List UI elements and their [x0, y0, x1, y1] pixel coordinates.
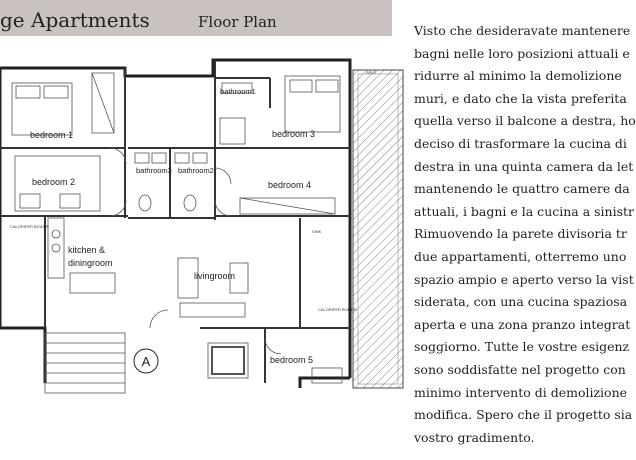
description-line: deciso di trasformare la cucina di — [414, 135, 627, 151]
bedroom5-label: bedroom 5 — [270, 355, 314, 365]
description-line: Visto che desideravate mantenere — [414, 23, 631, 38]
description-line: siderata, con una cucina spaziosa — [414, 294, 628, 310]
description-line: aperta e una zona pranzo integrat — [414, 316, 631, 332]
description-line: sono soddisfatte nel progetto con — [414, 361, 626, 377]
kitchen-fixtures — [48, 218, 115, 293]
description-line: vostro gradimento. — [414, 429, 535, 445]
room-labels — [30, 87, 315, 365]
description-line: destra in una quinta camera da let — [414, 158, 634, 174]
description-line: mantenendo le quattro camere da — [414, 181, 630, 197]
description-line: quella verso il balcone a destra, ho — [414, 113, 636, 129]
description-line: spazio ampio e aperto verso la vist — [414, 271, 634, 287]
bathroom3-label: bathroom3 — [136, 166, 172, 175]
description-line: ridurre al minimo la demolizione — [414, 68, 622, 84]
exterior-walls — [0, 60, 350, 388]
floor-plan — [0, 38, 405, 460]
description-line: minimo intervento di demolizione — [414, 384, 628, 400]
livingroom-furniture — [178, 258, 248, 317]
livingroom-label: livingroom — [194, 271, 236, 281]
balcony — [353, 70, 403, 388]
kitchen-label-line1: kitchen & — [68, 245, 106, 255]
bedroom3-label: bedroom 3 — [272, 129, 316, 139]
interior-walls — [0, 60, 350, 383]
doors — [110, 148, 281, 354]
description-line: modifica. Spero che il progetto sia — [414, 407, 633, 423]
description-line: bagni nelle loro posizioni attuali e — [414, 45, 630, 61]
bedroom1-label: bedroom 1 — [30, 130, 74, 140]
calorifer-left-label: CALORIFER BOILER — [10, 224, 49, 229]
description-line: soggiorno. Tutte le vostre esigenz — [414, 339, 630, 355]
page-title: ge Apartments — [0, 8, 150, 32]
section-marker — [134, 349, 158, 373]
description — [414, 20, 636, 449]
bedroom1-furniture — [12, 73, 114, 135]
description-line: Rimuovendo la parete divisoria tr — [414, 226, 627, 242]
header-band — [0, 0, 392, 36]
bedroom4-furniture — [240, 198, 335, 214]
description-line: muri, e dato che la vista preferita — [414, 90, 627, 106]
description-line: due appartamenti, otterremo uno — [414, 248, 627, 264]
section-marker-label: A — [141, 354, 151, 369]
calorifer-right-label: CALORIFER BOILER — [318, 307, 357, 312]
split-label: SPLIT — [366, 70, 378, 75]
description-line: attuali, i bagni e la cucina a sinistr — [414, 203, 635, 219]
stairs — [45, 333, 125, 393]
sink-label: SINK — [312, 229, 322, 234]
bedroom4-label: bedroom 4 — [268, 180, 312, 190]
plan-subtitle: Floor Plan — [198, 13, 277, 31]
kitchen-label-line2: diningroom — [68, 258, 113, 268]
bedroom2-label: bedroom 2 — [32, 177, 76, 187]
bathroom1-label: bathroom1 — [220, 87, 256, 96]
bathroom2-label: bathroom2 — [178, 166, 214, 175]
